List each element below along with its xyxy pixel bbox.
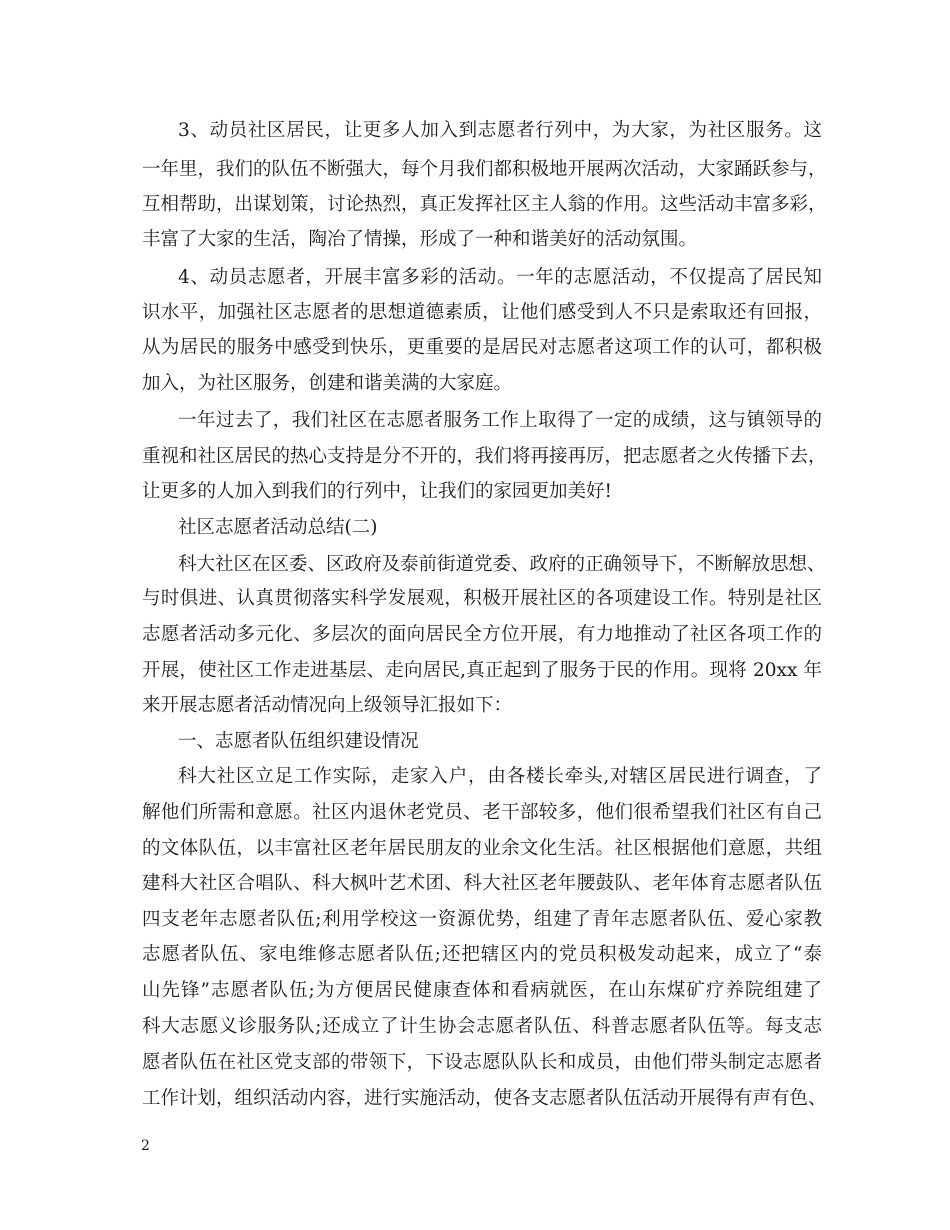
text-line: 社区志愿者活动总结(二): [178, 517, 378, 538]
text-line: 一、志愿者队伍组织建设情况: [178, 731, 419, 752]
text-line: 加入，为社区服务，创建和谐美满的大家庭。: [142, 373, 513, 394]
text-line: 愿者队伍在社区党支部的带领下，下设志愿队队长和成员，由他们带头制定志愿者: [142, 1052, 822, 1073]
text-line: 山先锋”志愿者队伍;为方便居民健康查体和看病就医，在山东煤矿疗养院组建了: [142, 980, 822, 1001]
text-line: 工作计划，组织活动内容，进行实施活动，使各支志愿者队伍活动开展得有声有色、: [142, 1088, 827, 1109]
text-line: 一年里，我们的队伍不断强大，每个月我们都积极地开展两次活动，大家踊跃参与，: [142, 159, 827, 180]
text-line: 的文体队伍，以丰富社区老年居民朋友的业余文化生活。社区根据他们意愿，共组: [142, 838, 822, 859]
text-line: 来开展志愿者活动情况向上级领导汇报如下：: [142, 695, 513, 716]
text-line: 4、动员志愿者，开展丰富多彩的活动。一年的志愿活动，不仅提高了居民知: [178, 267, 822, 288]
text-line: 识水平，加强社区志愿者的思想道德素质，让他们感受到人不只是索取还有回报，: [142, 302, 822, 323]
text-line: 建科大社区合唱队、科大枫叶艺术团、科大社区老年腰鼓队、老年体育志愿者队伍: [142, 873, 822, 894]
text-line: 从为居民的服务中感受到快乐，更重要的是居民对志愿者这项工作的认可，都积极: [142, 337, 822, 358]
page-number: 2: [141, 1138, 150, 1154]
text-line: 科大社区在区委、区政府及泰前街道党委、政府的正确领导下，不断解放思想、: [178, 554, 826, 575]
text-line: 互相帮助，出谋划策，讨论热烈，真正发挥社区主人翁的作用。这些活动丰富多彩，: [142, 194, 827, 215]
text-line: 一年过去了，我们社区在志愿者服务工作上取得了一定的成绩，这与镇领导的: [178, 410, 822, 431]
text-line: 科大志愿义诊服务队;还成立了计生协会志愿者队伍、科普志愿者队伍等。每支志: [142, 1016, 822, 1037]
text-line: 丰富了大家的生活，陶冶了情操，形成了一种和谐美好的活动氛围。: [142, 229, 698, 250]
text-line: 3、动员社区居民，让更多人加入到志愿者行列中，为大家，为社区服务。这: [178, 120, 822, 141]
text-line: 让更多的人加入到我们的行列中，让我们的家园更加美好!: [142, 481, 612, 502]
text-line: 四支老年志愿者队伍;利用学校这一资源优势，组建了青年志愿者队伍、爱心家教: [142, 909, 822, 930]
text-line: 志愿者活动多元化、多层次的面向居民全方位开展，有力地推动了社区各项工作的: [142, 624, 822, 645]
text-line: 重视和社区居民的热心支持是分不开的，我们将再接再厉，把志愿者之火传播下去，: [142, 446, 827, 467]
text-line: 开展，使社区工作走进基层、走向居民,真正起到了服务于民的作用。现将 20xx 年: [142, 660, 822, 681]
text-line: 志愿者队伍、家电维修志愿者队伍;还把辖区内的党员积极发动起来，成立了“泰: [142, 944, 822, 965]
text-line: 解他们所需和意愿。社区内退休老党员、老干部较多，他们很希望我们社区有自己: [142, 802, 822, 823]
text-line: 科大社区立足工作实际，走家入户，由各楼长牵头,对辖区居民进行调查，了: [178, 766, 822, 787]
text-line: 与时俱进、认真贯彻落实科学发展观，积极开展社区的各项建设工作。特别是社区: [142, 588, 822, 609]
